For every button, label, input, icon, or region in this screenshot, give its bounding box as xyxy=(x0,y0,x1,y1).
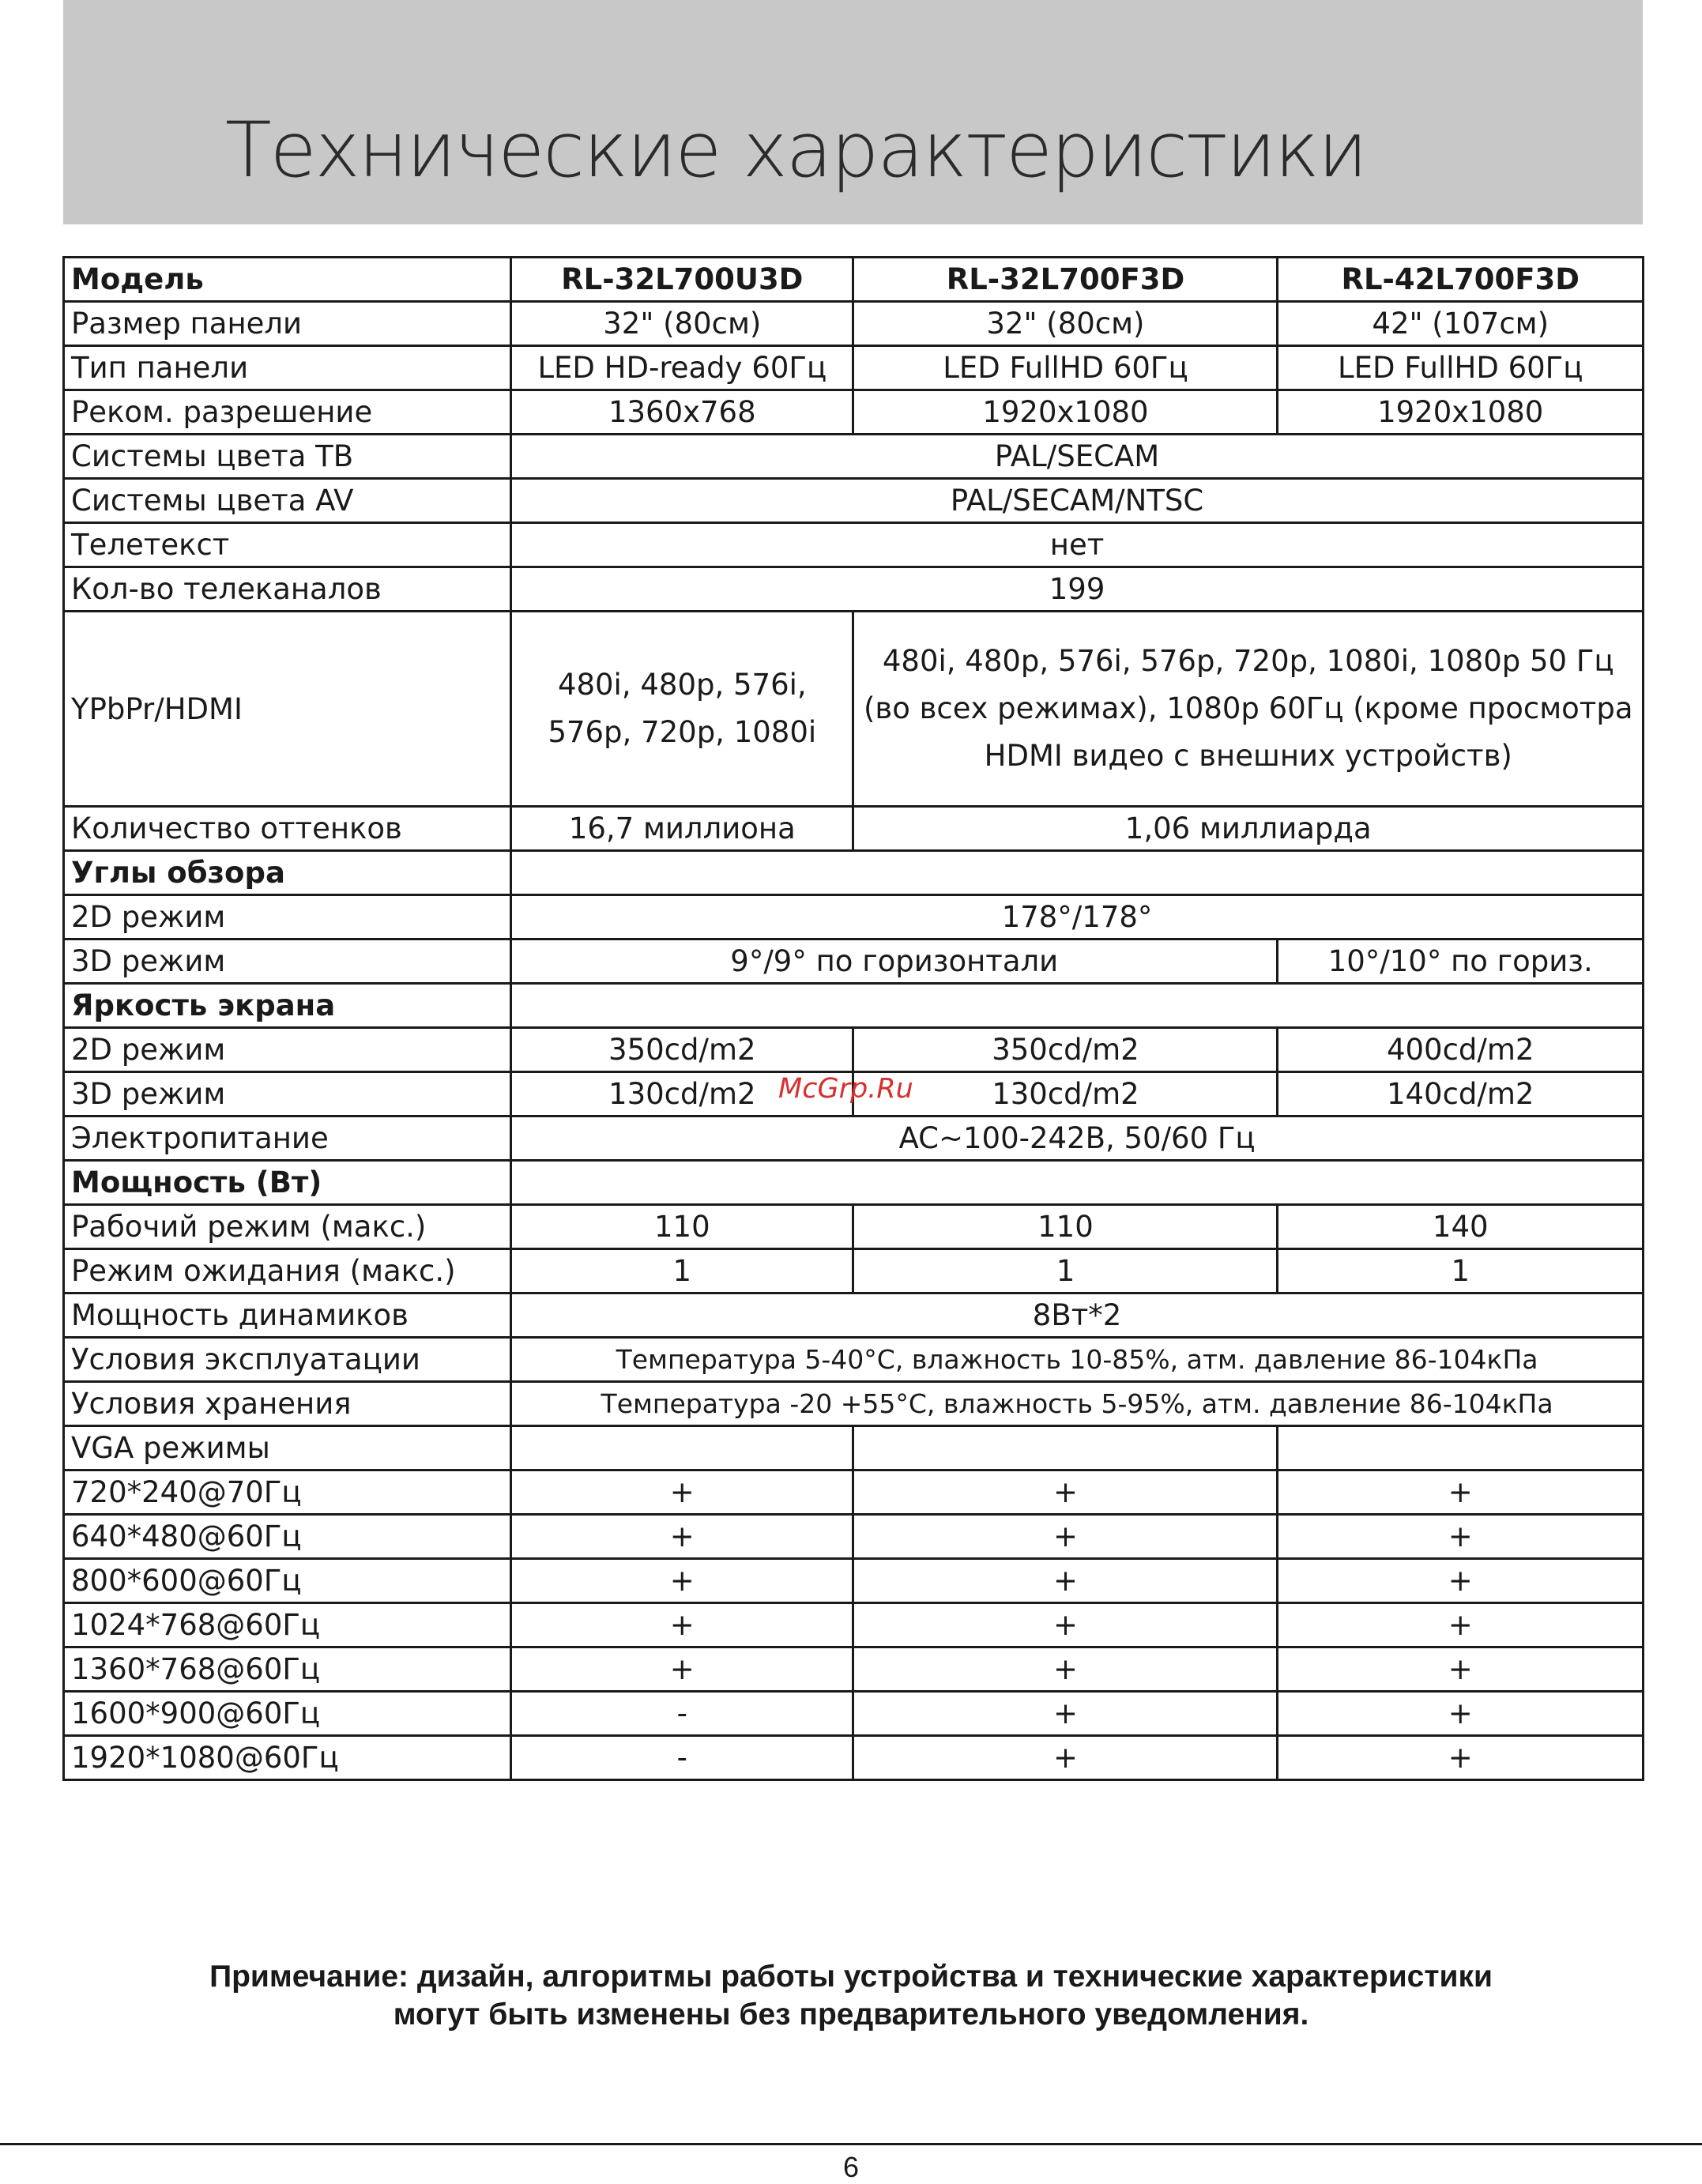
cell-value: 10°/10° по гориз. xyxy=(1278,939,1644,984)
table-header-row xyxy=(64,258,1644,302)
cell-value: 1 xyxy=(853,1249,1278,1293)
table-row xyxy=(64,807,1644,851)
cell-value: 1920x1080 xyxy=(1278,390,1644,435)
table-section-row xyxy=(64,984,1644,1028)
row-label: 1024*768@60Гц xyxy=(64,1603,511,1647)
page-title: Технические характеристики xyxy=(225,106,1367,194)
cell-value: + xyxy=(511,1647,853,1692)
table-row xyxy=(64,1647,1644,1692)
cell-value: 480i, 480p, 576i, 576p, 720p, 1080i, 1080p 50 Гц (во всех режимах), 1080p 60Гц (кроме просмотра HDMI видео с внешних устройств) xyxy=(853,612,1644,807)
table-row xyxy=(64,612,1644,807)
cell-value: 130cd/m2 xyxy=(853,1072,1278,1116)
cell-value: + xyxy=(511,1515,853,1559)
table-row xyxy=(64,895,1644,939)
table-row xyxy=(64,435,1644,479)
cell-value: 178°/178° xyxy=(511,895,1644,939)
cell-value: + xyxy=(1278,1603,1644,1647)
table-row xyxy=(64,1692,1644,1736)
table-row xyxy=(64,1293,1644,1338)
cell-value: 350cd/m2 xyxy=(511,1028,853,1072)
row-label: Размер панели xyxy=(64,302,511,346)
table-row xyxy=(64,567,1644,612)
row-label: 1920*1080@60Гц xyxy=(64,1736,511,1780)
row-label: 3D режим xyxy=(64,939,511,984)
model-label: Модель xyxy=(64,258,511,302)
cell-value: LED HD-ready 60Гц xyxy=(511,346,853,390)
table-row xyxy=(64,1736,1644,1780)
table-row xyxy=(64,390,1644,435)
cell-value: + xyxy=(1278,1647,1644,1692)
cell-value: 110 xyxy=(511,1205,853,1249)
cell-value: 32" (80см) xyxy=(511,302,853,346)
empty-cell xyxy=(1278,1426,1644,1470)
cell-value: + xyxy=(853,1736,1278,1780)
cell-value: + xyxy=(511,1603,853,1647)
cell-value: 110 xyxy=(853,1205,1278,1249)
cell-value: - xyxy=(511,1692,853,1736)
row-label: 1360*768@60Гц xyxy=(64,1647,511,1692)
row-label: 2D режим xyxy=(64,895,511,939)
row-label: Рабочий режим (макс.) xyxy=(64,1205,511,1249)
section-label: Мощность (Вт) xyxy=(64,1161,511,1205)
table-row xyxy=(64,1116,1644,1161)
table-row xyxy=(64,1559,1644,1603)
table-row xyxy=(64,346,1644,390)
cell-value: 16,7 миллиона xyxy=(511,807,853,851)
model-name: RL-42L700F3D xyxy=(1278,258,1644,302)
row-label: Телетекст xyxy=(64,523,511,567)
empty-cell xyxy=(853,1426,1278,1470)
table-row xyxy=(64,1426,1644,1470)
note-line: могут быть изменены без предварительного уведомления. xyxy=(393,1998,1309,2031)
cell-value: + xyxy=(1278,1736,1644,1780)
empty-cell xyxy=(511,984,1644,1028)
row-label: 800*600@60Гц xyxy=(64,1559,511,1603)
row-label: Тип панели xyxy=(64,346,511,390)
table-row xyxy=(64,1338,1644,1382)
spec-table xyxy=(62,256,1644,1781)
cell-value: 42" (107см) xyxy=(1278,302,1644,346)
footer-divider xyxy=(0,2143,1702,2145)
watermark: McGrp.Ru xyxy=(778,1073,913,1105)
cell-value: 140cd/m2 xyxy=(1278,1072,1644,1116)
row-label: Условия эксплуатации xyxy=(64,1338,511,1382)
empty-cell xyxy=(511,1161,1644,1205)
cell-value: 1,06 миллиарда xyxy=(853,807,1644,851)
row-label: Системы цвета AV xyxy=(64,479,511,523)
table-section-row xyxy=(64,851,1644,895)
cell-value: 1360x768 xyxy=(511,390,853,435)
row-label: 2D режим xyxy=(64,1028,511,1072)
model-name: RL-32L700F3D xyxy=(853,258,1278,302)
cell-value: Температура 5-40°С, влажность 10-85%, атм. давление 86-104кПа xyxy=(511,1338,1644,1382)
cell-value: 8Вт*2 xyxy=(511,1293,1644,1338)
row-label: 3D режим xyxy=(64,1072,511,1116)
table-row xyxy=(64,1515,1644,1559)
row-label: 720*240@70Гц xyxy=(64,1470,511,1515)
cell-value: нет xyxy=(511,523,1644,567)
disclaimer-note xyxy=(0,1958,1702,2034)
cell-value: 199 xyxy=(511,567,1644,612)
cell-value: + xyxy=(853,1559,1278,1603)
section-label: Яркость экрана xyxy=(64,984,511,1028)
table-row xyxy=(64,1382,1644,1426)
row-label: 640*480@60Гц xyxy=(64,1515,511,1559)
cell-value: + xyxy=(853,1647,1278,1692)
empty-cell xyxy=(511,851,1644,895)
row-label: Режим ожидания (макс.) xyxy=(64,1249,511,1293)
table-row xyxy=(64,1205,1644,1249)
cell-value: + xyxy=(853,1692,1278,1736)
cell-value: 400cd/m2 xyxy=(1278,1028,1644,1072)
row-label: Кол-во телеканалов xyxy=(64,567,511,612)
table-row xyxy=(64,1470,1644,1515)
empty-cell xyxy=(511,1426,853,1470)
row-label: YPbPr/HDMI xyxy=(64,612,511,807)
cell-value: 32" (80см) xyxy=(853,302,1278,346)
table-row xyxy=(64,302,1644,346)
cell-value: 1920x1080 xyxy=(853,390,1278,435)
cell-value: PAL/SECAM/NTSC xyxy=(511,479,1644,523)
table-row xyxy=(64,939,1644,984)
row-label: Электропитание xyxy=(64,1116,511,1161)
cell-value: Температура -20 +55°С, влажность 5-95%, атм. давление 86-104кПа xyxy=(511,1382,1644,1426)
cell-value: + xyxy=(853,1470,1278,1515)
section-label: Углы обзора xyxy=(64,851,511,895)
cell-value: 350cd/m2 xyxy=(853,1028,1278,1072)
cell-value: 480i, 480p, 576i, 576p, 720p, 1080i xyxy=(511,612,853,807)
table-row xyxy=(64,523,1644,567)
page-number: 6 xyxy=(842,2151,860,2183)
cell-value: + xyxy=(853,1603,1278,1647)
row-label: Реком. разрешение xyxy=(64,390,511,435)
cell-value: 9°/9° по горизонтали xyxy=(511,939,1278,984)
cell-value: + xyxy=(511,1559,853,1603)
table-row xyxy=(64,1603,1644,1647)
table-row xyxy=(64,1028,1644,1072)
table-row xyxy=(64,479,1644,523)
cell-value: - xyxy=(511,1736,853,1780)
row-label: 1600*900@60Гц xyxy=(64,1692,511,1736)
cell-value: LED FullHD 60Гц xyxy=(1278,346,1644,390)
cell-value: PAL/SECAM xyxy=(511,435,1644,479)
cell-value: + xyxy=(1278,1515,1644,1559)
cell-value: + xyxy=(1278,1559,1644,1603)
row-label: VGA режимы xyxy=(64,1426,511,1470)
cell-value: AC~100-242В, 50/60 Гц xyxy=(511,1116,1644,1161)
cell-value: 130cd/m2 xyxy=(511,1072,853,1116)
cell-value: LED FullHD 60Гц xyxy=(853,346,1278,390)
model-name: RL-32L700U3D xyxy=(511,258,853,302)
cell-value: 1 xyxy=(1278,1249,1644,1293)
row-label: Мощность динамиков xyxy=(64,1293,511,1338)
note-line: Примечание: дизайн, алгоритмы работы устройства и технические характеристики xyxy=(209,1960,1493,1994)
row-label: Условия хранения xyxy=(64,1382,511,1426)
cell-value: + xyxy=(1278,1470,1644,1515)
table-row xyxy=(64,1249,1644,1293)
cell-value: + xyxy=(853,1515,1278,1559)
table-section-row xyxy=(64,1161,1644,1205)
cell-value: + xyxy=(511,1470,853,1515)
row-label: Системы цвета ТВ xyxy=(64,435,511,479)
cell-value: + xyxy=(1278,1692,1644,1736)
cell-value: 140 xyxy=(1278,1205,1644,1249)
cell-value: 1 xyxy=(511,1249,853,1293)
row-label: Количество оттенков xyxy=(64,807,511,851)
